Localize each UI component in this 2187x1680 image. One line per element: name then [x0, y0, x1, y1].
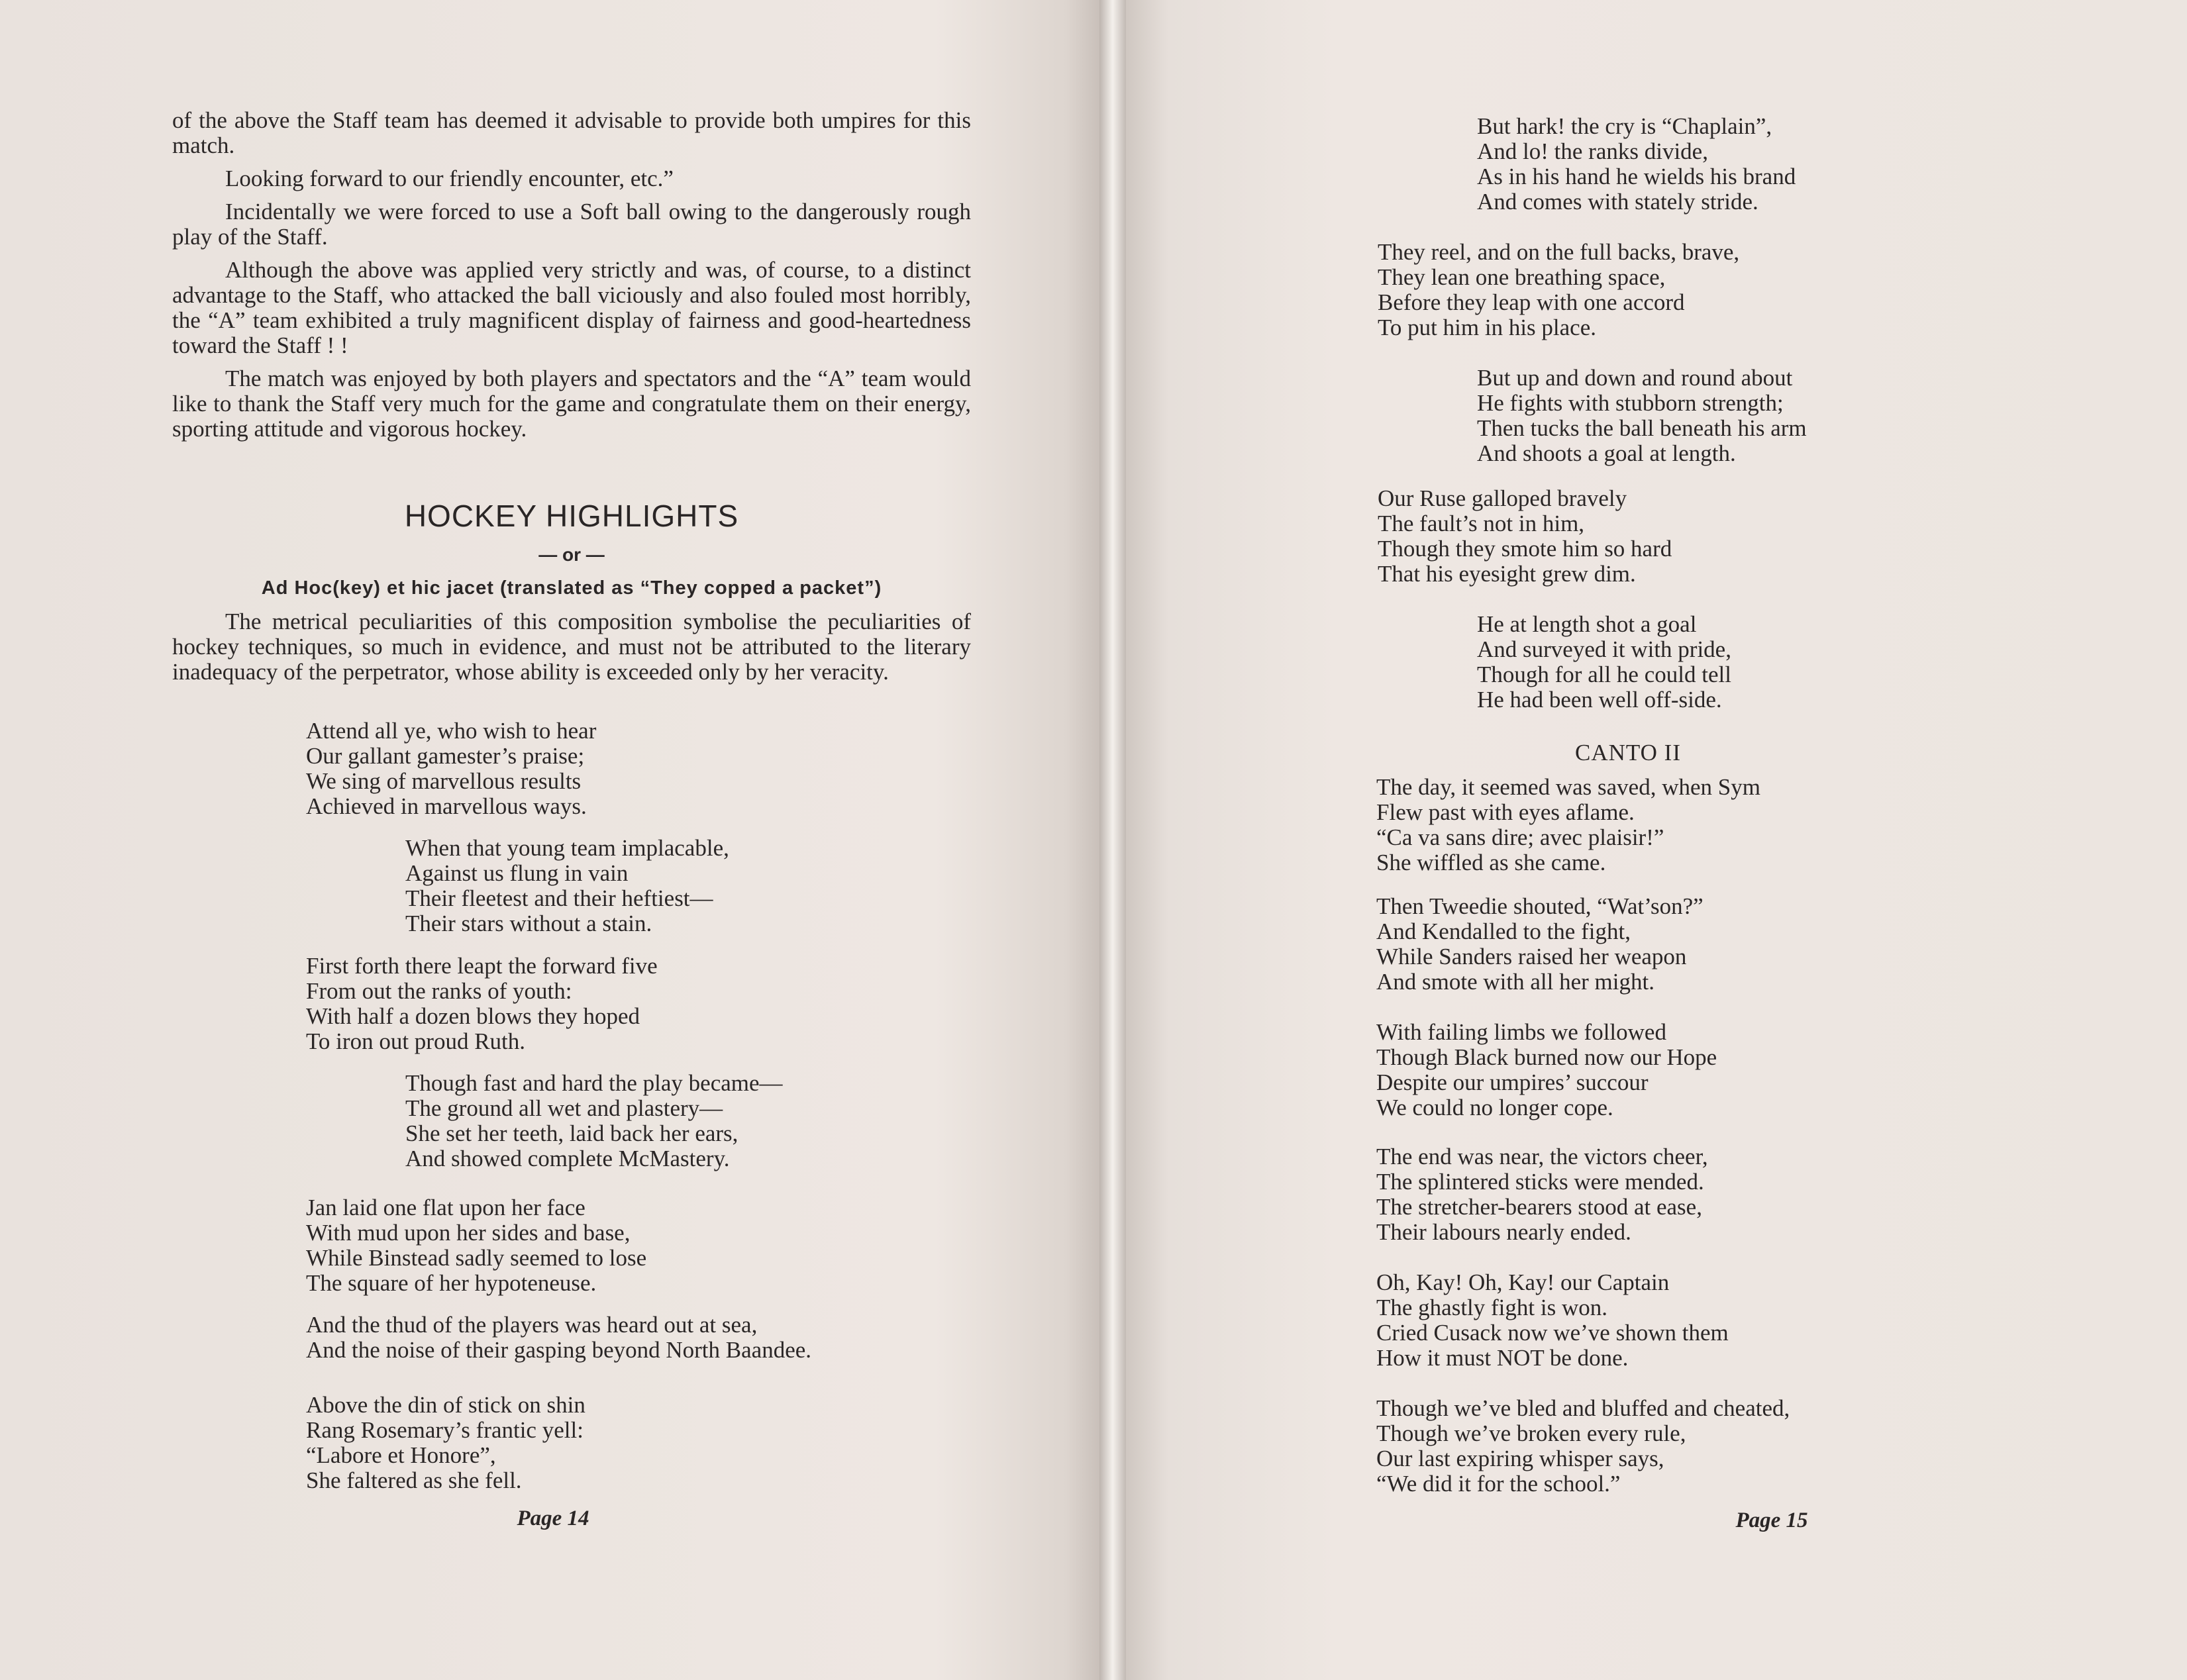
poem-line: Though fast and hard the play became— — [405, 1070, 783, 1096]
poem-line: But hark! the cry is “Chaplain”, — [1477, 113, 1772, 139]
poem-line: Though they smote him so hard — [1378, 536, 1672, 562]
poem-line: Achieved in marvellous ways. — [306, 793, 587, 819]
poem-line: And smote with all her might. — [1376, 969, 1654, 995]
poem-stanza — [306, 718, 596, 819]
page-number: Page 15 — [1735, 1508, 1808, 1532]
poem-stanza — [405, 1071, 783, 1171]
poem-stanza — [1376, 775, 1760, 875]
poem-line: Our last expiring whisper says, — [1376, 1446, 1664, 1471]
poem-stanza — [306, 954, 658, 1054]
poem-line: He fights with stubborn strength; — [1477, 390, 1784, 416]
poem-stanza — [1378, 486, 1672, 587]
poem-line: “Ca va sans dire; avec plaisir!” — [1376, 824, 1664, 850]
poem-line: The fault’s not in him, — [1378, 511, 1585, 536]
poem-line: With half a dozen blows they hoped — [306, 1003, 640, 1029]
poem-line: The stretcher-bearers stood at ease, — [1376, 1194, 1702, 1220]
poem-line: While Sanders raised her weapon — [1376, 944, 1687, 969]
article-heading: HOCKEY HIGHLIGHTS — [404, 499, 739, 533]
opening-prose — [172, 108, 971, 450]
poem-line: And the thud of the players was heard out at sea, — [306, 1312, 758, 1338]
poem-line: Our gallant gamester’s praise; — [306, 743, 585, 769]
intro-prose — [172, 609, 971, 693]
prose-paragraph: Incidentally we were forced to use a Soft ball owing to the dangerously rough play of the Staff. — [172, 199, 971, 250]
poem-line: And lo! the ranks divide, — [1477, 138, 1708, 164]
poem-line: The square of her hypoteneuse. — [306, 1270, 597, 1296]
poem-line: And surveyed it with pride, — [1477, 636, 1731, 662]
poem-line: Though we’ve bled and bluffed and cheated, — [1376, 1395, 1790, 1421]
article-subtitle: Ad Hoc(key) et hic jacet (translated as “They copped a packet”) — [261, 577, 882, 599]
poem-line: That his eyesight grew dim. — [1378, 561, 1636, 587]
poem-line: Rang Rosemary’s frantic yell: — [306, 1417, 584, 1443]
poem-line: “We did it for the school.” — [1376, 1471, 1621, 1497]
poem-line: First forth there leapt the forward five — [306, 953, 658, 979]
poem-stanza — [1376, 1144, 1708, 1245]
poem-line: With mud upon her sides and base, — [306, 1220, 631, 1246]
poem-stanza — [1477, 612, 1731, 713]
poem-line: Oh, Kay! Oh, Kay! our Captain — [1376, 1269, 1670, 1295]
poem-line: Cried Cusack now we’ve shown them — [1376, 1320, 1729, 1346]
poem-line: Before they leap with one accord — [1378, 289, 1685, 315]
poem-line: Attend all ye, who wish to hear — [306, 718, 597, 744]
poem-line: And Kendalled to the fight, — [1376, 918, 1631, 944]
poem-line: To iron out proud Ruth. — [306, 1028, 526, 1054]
poem-stanza — [306, 1312, 811, 1363]
poem-line: And showed complete McMastery. — [405, 1146, 730, 1171]
right-page — [1126, 0, 2187, 1680]
prose-paragraph: Although the above was applied very strictly and was, of course, to a distinct advantage to the Staff, who attacked the ball viciously and also fouled most horribly, the “A” team exhibited a truly magnificent display of fairness and good-heartedness toward the Staff ! ! — [172, 257, 971, 358]
poem-line: While Binstead sadly seemed to lose — [306, 1245, 647, 1271]
poem-line: And the noise of their gasping beyond North Baandee. — [306, 1337, 812, 1363]
poem-stanza — [1376, 894, 1704, 995]
poem-line: Our Ruse galloped bravely — [1378, 485, 1627, 511]
poem-line: He had been well off-side. — [1477, 687, 1722, 713]
poem-line: We sing of marvellous results — [306, 768, 582, 794]
poem-line: They lean one breathing space, — [1378, 264, 1666, 290]
poem-stanza — [1378, 240, 1739, 340]
poem-stanza — [405, 836, 729, 936]
poem-stanza — [1376, 1396, 1790, 1497]
poem-stanza — [1376, 1020, 1717, 1120]
poem-line: Their labours nearly ended. — [1376, 1219, 1631, 1245]
poem-line: Though for all he could tell — [1477, 662, 1731, 687]
poem-line: The splintered sticks were mended. — [1376, 1169, 1704, 1195]
poem-stanza — [1477, 366, 1807, 466]
poem-line: They reel, and on the full backs, brave, — [1378, 239, 1740, 265]
poem-line: The end was near, the victors cheer, — [1376, 1144, 1708, 1169]
poem-line: Jan laid one flat upon her face — [306, 1195, 585, 1220]
poem-line: Then tucks the ball beneath his arm — [1477, 415, 1807, 441]
poem-line: Their fleetest and their heftiest— — [405, 885, 713, 911]
poem-line: Then Tweedie shouted, “Wat’son?” — [1376, 893, 1704, 919]
poem-line: He at length shot a goal — [1477, 611, 1697, 637]
poem-line: Despite our umpires’ succour — [1376, 1069, 1649, 1095]
poem-line: The day, it seemed was saved, when Sym — [1376, 774, 1760, 800]
book-gutter — [1099, 0, 1126, 1680]
poem-line: When that young team implacable, — [405, 835, 729, 861]
poem-stanza — [306, 1393, 585, 1493]
poem-line: The ghastly fight is won. — [1376, 1295, 1607, 1320]
poem-line: Against us flung in vain — [405, 860, 629, 886]
prose-paragraph: Looking forward to our friendly encounter, etc.” — [225, 166, 674, 191]
poem-stanza — [306, 1195, 646, 1296]
poem-line: As in his hand he wields his brand — [1477, 164, 1796, 189]
poem-line: Flew past with eyes aflame. — [1376, 799, 1635, 825]
poem-line: And comes with stately stride. — [1477, 189, 1758, 215]
poem-stanza — [1477, 114, 1796, 215]
poem-line: Their stars without a stain. — [405, 911, 652, 936]
poem-line: And shoots a goal at length. — [1477, 440, 1736, 466]
poem-line: How it must NOT be done. — [1376, 1345, 1629, 1371]
poem-line: With failing limbs we followed — [1376, 1019, 1666, 1045]
poem-line: The ground all wet and plastery— — [405, 1095, 723, 1121]
poem-line: She set her teeth, laid back her ears, — [405, 1120, 738, 1146]
page-number: Page 14 — [517, 1507, 589, 1530]
poem-line: Above the din of stick on shin — [306, 1392, 585, 1418]
poem-line: “Labore et Honore”, — [306, 1442, 496, 1468]
poem-line: She wiffled as she came. — [1376, 850, 1606, 875]
poem-line: But up and down and round about — [1477, 365, 1793, 391]
poem-line: She faltered as she fell. — [306, 1467, 522, 1493]
poem-line: Though Black burned now our Hope — [1376, 1044, 1717, 1070]
heading-or-separator: — or — — [538, 544, 605, 565]
intro-paragraph: The metrical peculiarities of this composition symbolise the peculiarities of hockey techniques, so much in evidence, and must not be attributed to the literary inadequacy of the perpetrator, whose ability is exceeded only by her veracity. — [172, 609, 971, 685]
poem-line: We could no longer cope. — [1376, 1095, 1613, 1120]
poem-line: Though we’ve broken every rule, — [1376, 1420, 1686, 1446]
poem-line: To put him in his place. — [1378, 315, 1597, 340]
prose-paragraph: of the above the Staff team has deemed it advisable to provide both umpires for this match. — [172, 107, 971, 158]
prose-paragraph: The match was enjoyed by both players and spectators and the “A” team would like to thank the Staff very much for the game and congratulate them on their energy, sporting attitude and vigorous hockey. — [172, 366, 971, 442]
poem-line: From out the ranks of youth: — [306, 978, 572, 1004]
canto-heading: CANTO II — [1575, 740, 1681, 766]
poem-stanza — [1376, 1270, 1729, 1371]
